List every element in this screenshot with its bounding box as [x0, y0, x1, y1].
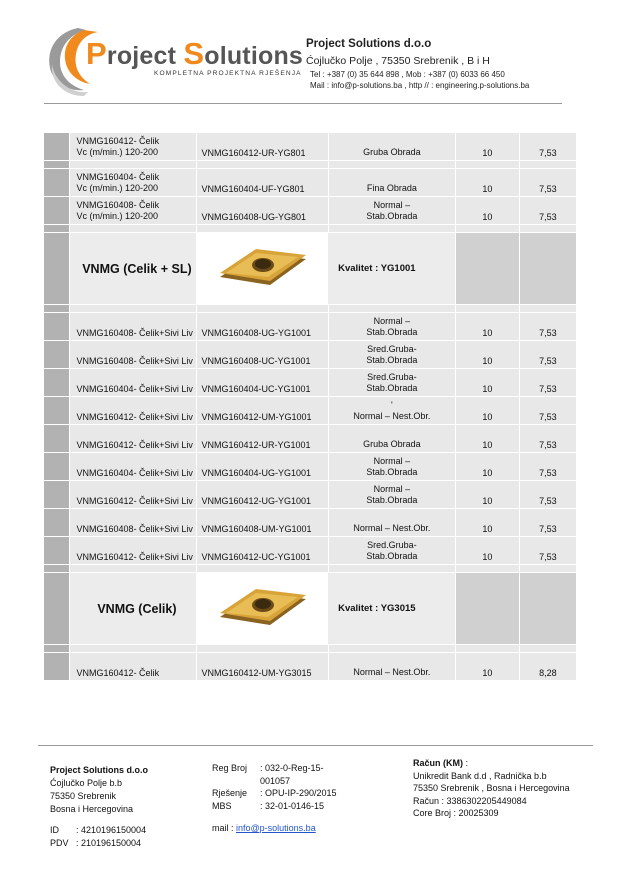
- quantity: 10: [456, 169, 519, 196]
- row-separator: [44, 161, 576, 168]
- product-code: VNMG160412-UG-YG1001: [197, 481, 327, 508]
- company-header: [306, 38, 529, 90]
- footer-company: Project Solutions d.o.o Ćojlučko Polje b.b 75350 Srebrenik Bosna i Hercegovina ID : 4210196150004 PDV : 210196150004: [50, 765, 149, 848]
- quantity: 10: [456, 341, 519, 368]
- quantity: 10: [456, 509, 519, 536]
- quality-label: Kvalitet : YG3015: [328, 573, 455, 644]
- table-row: VNMG160404- Čelik+Sivi Liv VNMG160404-UG-YG1001 Normal – Stab.Obrada 10 7,53: [44, 453, 576, 480]
- quantity: 10: [456, 453, 519, 480]
- product-code: VNMG160404-UF-YG801: [197, 169, 327, 196]
- quantity: 10: [456, 397, 519, 424]
- quantity: 10: [456, 197, 519, 224]
- company-name: Project Solutions d.o.o: [306, 38, 432, 50]
- product-code: VNMG160412-UC-YG1001: [197, 537, 327, 564]
- footer-bank: Račun (KM) : Unikredit Bank d.d , Radnička b.b 75350 Srebrenik , Bosna i Hercegovina Račun : 3386302205449084 Core Broj : 20025309: [413, 758, 570, 818]
- price: 7,53: [520, 453, 576, 480]
- quantity: 10: [456, 369, 519, 396]
- gold-insert-icon: [216, 247, 308, 291]
- table-row: VNMG160404- Čelik Vc (m/min.) 120-200 VNMG160404-UF-YG801 Fina Obrada 10 7,53: [44, 169, 576, 196]
- price: 7,53: [520, 509, 576, 536]
- price: 7,53: [520, 537, 576, 564]
- product-code: VNMG160412-UR-YG1001: [197, 425, 327, 452]
- product-code: VNMG160412-UM-YG3015: [197, 653, 327, 680]
- price: 7,53: [520, 169, 576, 196]
- product-code: VNMG160404-UC-YG1001: [197, 369, 327, 396]
- product-code: VNMG160408-UG-YG801: [197, 197, 327, 224]
- product-code: VNMG160408-UM-YG1001: [197, 509, 327, 536]
- row-separator: [44, 565, 576, 572]
- table-row: VNMG160412- Čelik+Sivi Liv VNMG160412-UG-YG1001 Normal – Stab.Obrada 10 7,53: [44, 481, 576, 508]
- company-mail: Mail : info@p-solutions.ba , http // : engineering.p-solutions.ba: [310, 81, 530, 90]
- price: 8,28: [520, 653, 576, 680]
- table-row: VNMG160404- Čelik+Sivi Liv VNMG160404-UC-YG1001 Sred.Gruba- Stab.Obrada 10 7,53: [44, 369, 576, 396]
- company-logo: [44, 24, 304, 98]
- table-row: VNMG160408- Čelik+Sivi Liv VNMG160408-UM-YG1001 Normal – Nest.Obr. 10 7,53: [44, 509, 576, 536]
- company-address: Ćojlučko Polje , 75350 Srebrenik , B i H: [306, 55, 490, 67]
- gold-insert-icon: [216, 587, 308, 631]
- quantity: 10: [456, 537, 519, 564]
- price: 7,53: [520, 313, 576, 340]
- header-divider: [44, 103, 562, 104]
- price: 7,53: [520, 197, 576, 224]
- table-row: VNMG160408- Čelik+Sivi Liv VNMG160408-UG-YG1001 Normal – Stab.Obrada 10 7,53: [44, 313, 576, 340]
- price: 7,53: [520, 369, 576, 396]
- logo-wordmark: Project Solutions: [86, 36, 304, 71]
- section-header: [44, 573, 576, 644]
- email-link[interactable]: info@p-solutions.ba: [236, 823, 316, 833]
- price: 7,53: [520, 341, 576, 368]
- footer-registration: Reg Broj : 032-0-Reg-15-001057 Rješenje : OPU-IP-290/2015 MBS : 32-01-0146-15 mail : info@p-solutions.ba: [212, 763, 337, 833]
- product-code: VNMG160408-UG-YG1001: [197, 313, 327, 340]
- section-title: VNMG (Celik): [70, 573, 197, 644]
- company-phone: Tel : +387 (0) 35 644 898 , Mob : +387 (0) 6033 66 450: [310, 70, 505, 79]
- table-row: VNMG160412- Čelik Vc (m/min.) 120-200 VNMG160412-UR-YG801 Gruba Obrada 10 7,53: [44, 133, 576, 160]
- price: 7,53: [520, 425, 576, 452]
- table-row: VNMG160412- Čelik+Sivi Liv VNMG160412-UM-YG1001 ' Normal – Nest.Obr. 10 7,53: [44, 397, 576, 424]
- product-code: VNMG160404-UG-YG1001: [197, 453, 327, 480]
- row-separator: [44, 225, 576, 232]
- table-row: VNMG160412- Čelik VNMG160412-UM-YG3015 Normal – Nest.Obr. 10 8,28: [44, 653, 576, 680]
- price: 7,53: [520, 133, 576, 160]
- quantity: 10: [456, 481, 519, 508]
- price: 7,53: [520, 397, 576, 424]
- quantity: 10: [456, 653, 519, 680]
- row-separator: [44, 305, 576, 312]
- footer-divider: [38, 745, 593, 746]
- table-row: VNMG160412- Čelik+Sivi Liv VNMG160412-UR-YG1001 Gruba Obrada 10 7,53: [44, 425, 576, 452]
- quantity: 10: [456, 425, 519, 452]
- row-separator: [44, 645, 576, 652]
- logo-tagline: KOMPLETNA PROJEKTNA RJEŠENJA: [154, 70, 302, 77]
- price: 7,53: [520, 481, 576, 508]
- price-table: [44, 133, 576, 681]
- product-code: VNMG160412-UM-YG1001: [197, 397, 327, 424]
- section-header: [44, 233, 576, 304]
- quantity: 10: [456, 313, 519, 340]
- table-row: VNMG160408- Čelik+Sivi Liv VNMG160408-UC-YG1001 Sred.Gruba- Stab.Obrada 10 7,53: [44, 341, 576, 368]
- product-code: VNMG160412-UR-YG801: [197, 133, 327, 160]
- quantity: 10: [456, 133, 519, 160]
- product-code: VNMG160408-UC-YG1001: [197, 341, 327, 368]
- table-row: VNMG160412- Čelik+Sivi Liv VNMG160412-UC-YG1001 Sred.Gruba- Stab.Obrada 10 7,53: [44, 537, 576, 564]
- section-title: VNMG (Celik + SL): [70, 233, 197, 304]
- table-row: VNMG160408- Čelik Vc (m/min.) 120-200 VNMG160408-UG-YG801 Normal – Stab.Obrada 10 7,53: [44, 197, 576, 224]
- quality-label: Kvalitet : YG1001: [328, 233, 455, 304]
